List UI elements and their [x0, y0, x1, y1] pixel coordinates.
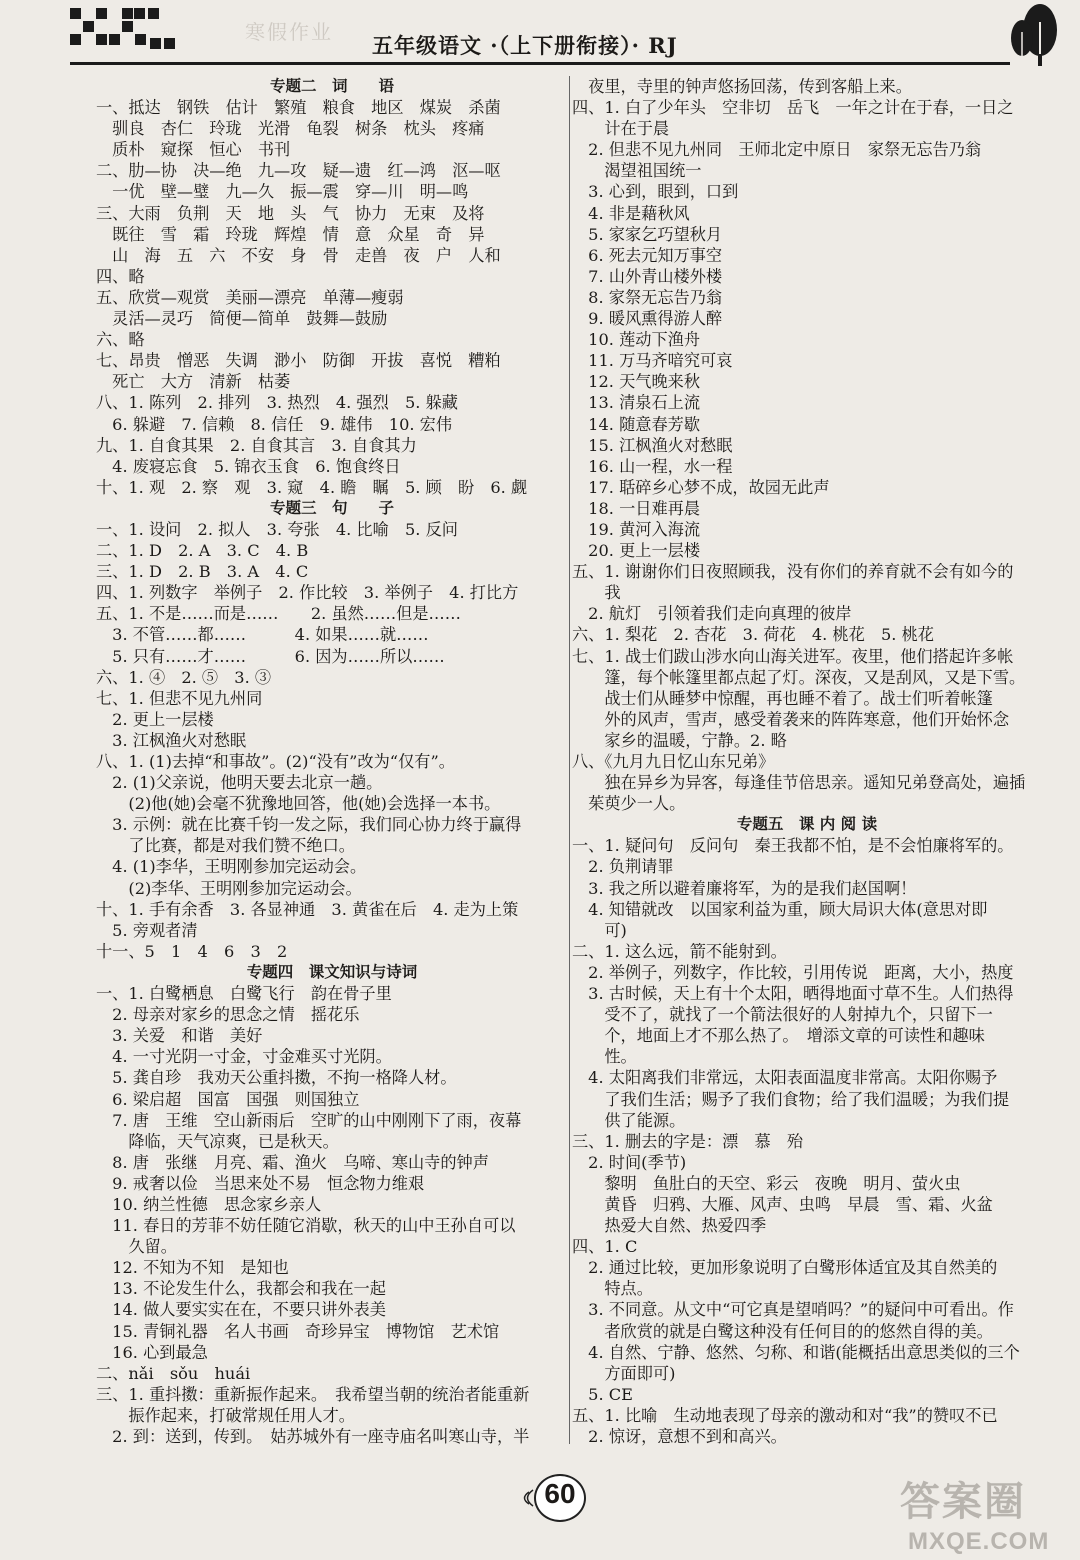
answer-line: 4. 太阳离我们非常远，太阳表面温度非常高。太阳你赐予 — [572, 1068, 998, 1088]
answer-line: 五、1. 不是……而是…… 2. 虽然……但是…… — [96, 604, 461, 624]
faded-background-text: 寒假作业 — [245, 20, 333, 44]
header-title: 五年级语文 ·（上下册衔接）· RJ — [372, 33, 678, 58]
tree-logo-icon — [1008, 2, 1064, 66]
answer-line: 2. 负荆请罪 — [572, 857, 674, 877]
answer-line: 13. 清泉石上流 — [572, 393, 701, 413]
answer-line: 八、1. 陈列 2. 排列 3. 热烈 4. 强烈 5. 躲藏 — [96, 393, 458, 413]
answer-line: 17. 聒碎乡心梦不成，故园无此声 — [572, 477, 830, 497]
answer-line: 10. 莲动下渔舟 — [572, 330, 701, 350]
answer-line: 6. 躲避 7. 信赖 8. 信任 9. 雄伟 10. 宏伟 — [96, 414, 453, 434]
answer-line: 者欣赏的就是白鹭这种没有任何目的的悠然自得的美。 — [572, 1321, 993, 1341]
answer-line: 了比赛，都是对我们赞不绝口。 — [96, 836, 355, 856]
answer-line: 五、欣赏—观赏 美丽—漂亮 单薄—瘦弱 — [96, 287, 404, 307]
answer-line: 九、1. 自食其果 2. 自食其言 3. 自食其力 — [96, 435, 417, 455]
answer-line: 5. 龚自珍 我劝天公重抖擞，不拘一格降人材。 — [96, 1068, 457, 1088]
answer-line: 5. CE — [572, 1384, 633, 1404]
answer-line: 3. 不管……都…… 4. 如果……就…… — [96, 625, 429, 645]
answer-line: 四、略 — [96, 266, 145, 286]
answer-line: 受不了，就找了一个箭法很好的人射掉九个，只留下一 — [572, 1005, 993, 1025]
answer-line: 了我们生活；赐予了我们食物；给了我们温暖；为我们提 — [572, 1089, 1010, 1109]
answer-line: 20. 更上一层楼 — [572, 541, 701, 561]
answer-line: 2. 时间(季节) — [572, 1152, 687, 1172]
answer-line: 9. 暖风熏得游人醉 — [572, 309, 723, 329]
answer-line: 3. 我之所以避着廉将军，为的是我们赵国啊！ — [572, 878, 917, 898]
answer-line: 六、1. ④ 2. ⑤ 3. ③ — [96, 667, 272, 687]
answer-line: 一、1. 白鹭栖息 白鹭飞行 韵在骨子里 — [96, 984, 392, 1004]
answer-line: (2)他(她)会毫不犹豫地回答，他(她)会选择一本书。 — [96, 794, 501, 814]
answer-line: 五、1. 谢谢你们日夜照顾我，没有你们的养育就不会有如今的 — [572, 562, 1014, 582]
answer-line: 二、nǎi sǒu huái — [96, 1363, 251, 1383]
answer-line: 既往 雪 霜 玲珑 辉煌 情 意 众星 奇 异 — [96, 224, 485, 244]
answer-line: 5. 旁观者清 — [96, 920, 198, 940]
answer-line: 灵活—灵巧 简便—简单 鼓舞—鼓励 — [96, 309, 388, 329]
answer-line: 山 海 五 六 不安 身 骨 走兽 夜 户 人和 — [96, 245, 501, 265]
answer-line: 十一、5 1 4 6 3 2 — [96, 941, 288, 961]
answer-line: 10. 纳兰性德 思念家乡亲人 — [96, 1194, 322, 1214]
answer-line: 二、肋—协 决—绝 九—攻 疑—遗 红—鸿 沤—呕 — [96, 161, 501, 181]
answer-line: 质朴 窥探 恒心 书刊 — [96, 140, 291, 160]
answer-line: 5. 家家乞巧望秋月 — [572, 224, 723, 244]
answer-line: 降临，天气凉爽，已是秋天。 — [96, 1131, 339, 1151]
answer-line: 篷，每个帐篷里都点起了灯。深夜，又是刮风，又是下雪。 — [572, 667, 1026, 687]
answer-line: 2. 举例子，列数字，作比较，引用传说 距离，大小，热度 — [572, 962, 1014, 982]
answer-line: 茱萸少一人。 — [572, 794, 686, 814]
answer-line: 振作起来，打破常规任用人才。 — [96, 1405, 355, 1425]
answer-line: 三、1. 重抖擞：重新振作起来。 我希望当朝的统治者能重新 — [96, 1384, 530, 1404]
answer-line: 夜里，寺里的钟声悠扬回荡，传到客船上来。 — [572, 77, 912, 96]
section-heading: 专题五 课 内 阅 读 — [736, 815, 878, 834]
answer-line: 4. 自然、宁静、悠然、匀称、和谐(能概括出意思类似的三个 — [572, 1342, 1020, 1362]
answer-line: 渴望祖国统一 — [572, 161, 702, 181]
section-heading: 专题二 词 语 — [269, 77, 394, 95]
answer-line: 2. 母亲对家乡的思念之情 摇花乐 — [96, 1005, 360, 1025]
answer-line: 3. 关爱 和谐 美好 — [96, 1026, 263, 1046]
answer-line: 3. 古时候，天上有十个太阳，晒得地面寸草不生。人们热得 — [572, 984, 1014, 1004]
answer-line: 2. 更上一层楼 — [96, 709, 214, 729]
answer-line: 8. 家祭无忘告乃翁 — [572, 287, 723, 307]
right-answer-column — [572, 76, 1042, 1447]
answer-line: 9. 戒奢以俭 当思来处不易 恒念物力维艰 — [96, 1173, 425, 1193]
watermark-text: 答案圈 — [900, 1479, 1026, 1525]
answer-line: 六、1. 梨花 2. 杏花 3. 荷花 4. 桃花 5. 桃花 — [572, 625, 934, 645]
answer-line: 八、《九月九日忆山东兄弟》 — [572, 752, 775, 771]
answer-line: 驯良 杏仁 玲珑 光滑 龟裂 树条 枕头 疼痛 — [96, 119, 485, 139]
answer-line: 三、1. D 2. B 3. A 4. C — [96, 562, 309, 582]
answer-line: 11. 春日的芳菲不妨任随它消歇，秋天的山中王孙自可以 — [96, 1216, 516, 1236]
answer-line: 特点。 — [572, 1279, 653, 1299]
answer-line: 方面即可) — [572, 1363, 676, 1383]
answer-line: 黄昏 归鸦、大雁、风声、虫鸣 早晨 雪、霜、火盆 — [572, 1194, 993, 1214]
answer-line: 2. 到：送到，传到。 姑苏城外有一座寺庙名叫寒山寺，半 — [96, 1427, 530, 1446]
answer-line: 7. 唐 王维 空山新雨后 空旷的山中刚刚下了雨，夜幕 — [96, 1110, 522, 1130]
answer-line: 14. 随意春芳歇 — [572, 414, 701, 434]
answer-line: 可) — [572, 920, 627, 940]
answer-line: 四、1. 列数字 举例子 2. 作比较 3. 举例子 4. 打比方 — [96, 583, 519, 603]
page-header — [0, 0, 1080, 70]
answer-line: 18. 一日难再晨 — [572, 498, 701, 518]
answer-line: 供了能源。 — [572, 1110, 686, 1130]
answer-line: 计在于晨 — [572, 119, 670, 139]
answer-line: 2. 航灯 引领着我们走向真理的彼岸 — [572, 604, 852, 624]
answer-line: 个，地面上才不那么热了。 增添文章的可读性和趣味 — [572, 1026, 985, 1046]
answer-line: 五、1. 比喻 生动地表现了母亲的激动和对“我”的赞叹不已 — [572, 1405, 998, 1425]
answer-line: 八、1. (1)去掉“和事故”。(2)“没有”改为“仅有”。 — [96, 752, 455, 771]
answer-line: 一优 壁—璧 九—久 振—震 穿—川 明—鸣 — [96, 182, 469, 202]
answer-line: 12. 天气晚来秋 — [572, 372, 701, 392]
answer-line: 3. 心到，眼到，口到 — [572, 182, 739, 202]
answer-line: 5. 只有……才…… 6. 因为……所以…… — [96, 646, 445, 666]
answer-line: 14. 做人要实实在在，不要只讲外表美 — [96, 1300, 386, 1320]
answer-line: 我 — [572, 583, 621, 603]
answer-line: 6. 梁启超 国富 国强 则国独立 — [96, 1089, 360, 1109]
answer-line: 3. 江枫渔火对愁眠 — [96, 730, 247, 750]
answer-line: 七、1. 但悲不见九州同 — [96, 688, 263, 708]
answer-line: 4. 非是藉秋风 — [572, 203, 690, 223]
header-rule — [70, 62, 1010, 65]
answer-line: 七、昂贵 憎恶 失调 渺小 防御 开拔 喜悦 糟粕 — [96, 351, 501, 371]
answer-line: 性。 — [572, 1047, 637, 1067]
answer-line: 15. 青铜礼器 名人书画 奇珍异宝 博物馆 艺术馆 — [96, 1321, 500, 1341]
page-number — [520, 1474, 592, 1518]
answer-line: 2. (1)父亲说，他明天要去北京一趟。 — [96, 773, 383, 793]
answer-line: 12. 不知为不知 是知也 — [96, 1258, 289, 1278]
answer-line: 外的风声，雪声，感受着袭来的阵阵寒意，他们开始怀念 — [572, 709, 1010, 729]
section-heading: 专题四 课文知识与诗词 — [246, 962, 418, 981]
answer-line: 一、1. 疑问句 反问句 秦王我都不怕，是不会怕廉将军的。 — [572, 836, 1014, 856]
answer-line: 4. 知错就改 以国家利益为重，顾大局识大体(意思对即 — [572, 899, 988, 919]
column-divider — [569, 76, 570, 1444]
answer-line: 七、1. 战士们跋山涉水向山海关进军。夜里，他们搭起许多帐 — [572, 646, 1014, 666]
answer-line: 三、大雨 负荆 天 地 头 气 协力 无束 及将 — [96, 203, 485, 223]
answer-line: 15. 江枫渔火对愁眠 — [572, 435, 733, 455]
section-heading: 专题三 句 子 — [269, 498, 394, 517]
answer-line: 3. 不同意。从文中“可它真是望哨吗？”的疑问中可看出。作 — [572, 1300, 1014, 1320]
answer-line: 11. 万马齐喑究可哀 — [572, 351, 733, 371]
answer-line: 家乡的温暖，宁静。2. 略 — [572, 730, 787, 750]
page-number-text: 60 — [544, 1478, 576, 1509]
answer-line: 16. 山一程，水一程 — [572, 456, 733, 476]
answer-line: 一、抵达 钢铁 估计 繁殖 粮食 地区 煤炭 杀菌 — [96, 98, 501, 118]
watermark-url: MXQE.COM — [908, 1528, 1050, 1555]
answer-line: 4. (1)李华，王明刚参加完运动会。 — [96, 857, 367, 877]
answer-line: 热爱大自然、热爱四季 — [572, 1216, 767, 1236]
answer-line: 2. 惊讶，意想不到和高兴。 — [572, 1427, 787, 1446]
answer-line: 十、1. 手有余香 3. 各显神通 3. 黄雀在后 4. 走为上策 — [96, 899, 519, 919]
answer-line: (2)李华、王明刚参加完运动会。 — [96, 878, 362, 898]
answer-line: 2. 但悲不见九州同 王师北定中原日 家祭无忘告乃翁 — [572, 140, 982, 160]
answer-line: 一、1. 设问 2. 拟人 3. 夸张 4. 比喻 5. 反问 — [96, 519, 458, 539]
answer-line: 三、1. 删去的字是：漂 慕 殆 — [572, 1131, 804, 1151]
answer-line: 四、1. 白了少年头 空非切 岳飞 一年之计在于春，一日之 — [572, 98, 1014, 118]
answer-line: 19. 黄河入海流 — [572, 519, 701, 539]
answer-line: 独在异乡为异客，每逢佳节倍思亲。遥知兄弟登高处，遍插 — [572, 773, 1026, 793]
answer-line: 13. 不论发生什么，我都会和我在一起 — [96, 1279, 386, 1299]
answer-line: 久留。 — [96, 1237, 177, 1257]
answer-line: 16. 心到最急 — [96, 1342, 208, 1362]
answer-line: 8. 唐 张继 月亮、霜、渔火 乌啼、寒山寺的钟声 — [96, 1152, 489, 1172]
answer-line: 7. 山外青山楼外楼 — [572, 266, 723, 286]
answer-line: 十、1. 观 2. 察 观 3. 窥 4. 瞻 瞩 5. 顾 盼 6. 觑 — [96, 477, 528, 497]
answer-line: 二、1. D 2. A 3. C 4. B — [96, 541, 309, 561]
answer-line: 四、1. C — [572, 1237, 638, 1257]
answer-line: 六、略 — [96, 330, 145, 350]
answer-line: 二、1. 这么远，箭不能射到。 — [572, 941, 787, 961]
left-answer-column — [96, 76, 568, 1447]
answer-line: 4. 废寝忘食 5. 锦衣玉食 6. 饱食终日 — [96, 456, 401, 476]
answer-line: 2. 通过比较，更加形象说明了白鹭形体适宜及其自然美的 — [572, 1258, 998, 1278]
answer-line: 3. 示例：就在比赛千钧一发之际，我们同心协力终于赢得 — [96, 815, 522, 835]
answer-line: 死亡 大方 清新 枯萎 — [96, 372, 291, 392]
answer-line: 4. 一寸光阴一寸金，寸金难买寸光阴。 — [96, 1047, 392, 1067]
answer-line: 黎明 鱼肚白的天空、彩云 夜晚 明月、萤火虫 — [572, 1173, 961, 1193]
swoosh-icon — [520, 1488, 534, 1508]
watermark — [900, 1470, 1076, 1558]
answer-line: 6. 死去元知万事空 — [572, 245, 723, 265]
answer-line: 战士们从睡梦中惊醒，再也睡不着了。战士们听着帐篷 — [572, 688, 993, 708]
